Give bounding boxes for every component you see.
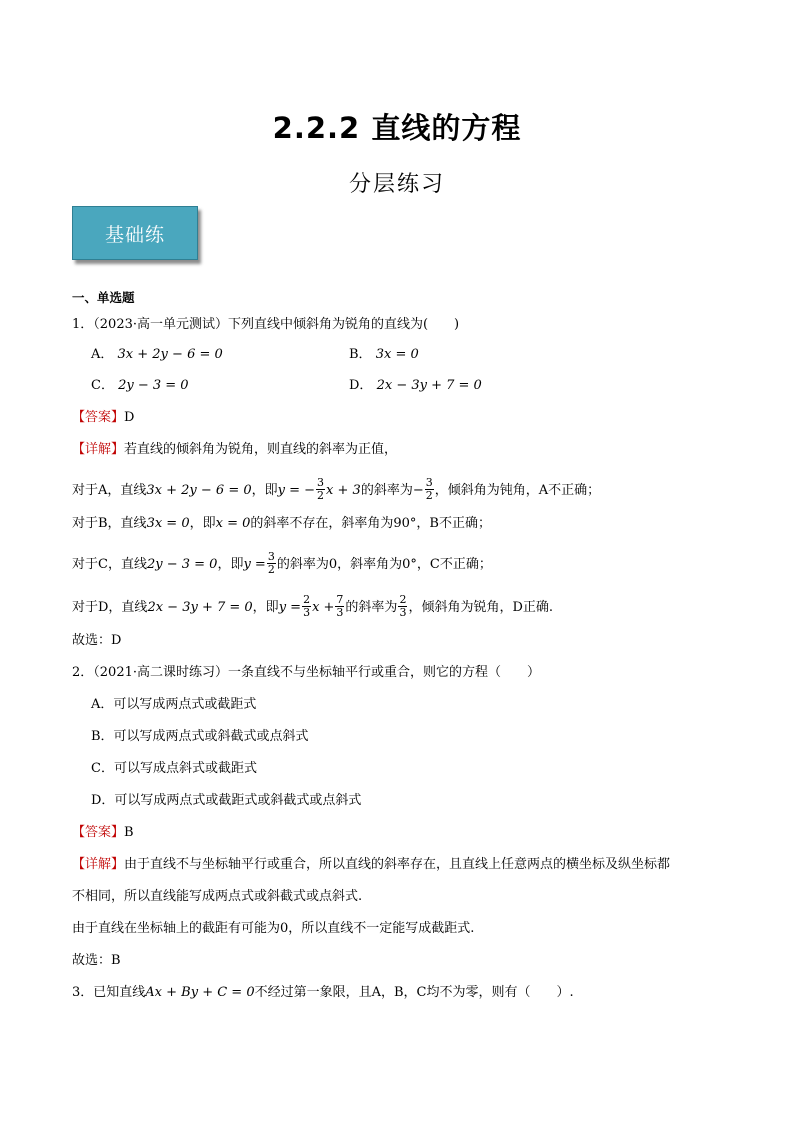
q2-answer: 【答案】B (72, 825, 134, 840)
q2-detail-1: 【详解】由于直线不与坐标轴平行或重合，所以直线的斜率存在，且直线上任意两点的横坐标及纵坐标都 (72, 857, 671, 872)
q1-option-b: B． 3x = 0 (349, 347, 419, 362)
q1-detail-d: 对于D，直线2x − 3y + 7 = 0，即y = $\frac{2}{3}$ x + $\frac{7}{3}$ 的斜率为 $\frac{2}{3}$ ，倾斜角为锐角，D正确. (72, 593, 553, 619)
q2-detail-3: 由于直线在坐标轴上的截距有可能为0，所以直线不一定能写成截距式. (72, 921, 475, 936)
fraction: $\frac{7}{3}$ (336, 593, 344, 619)
q2-option-c: C．可以写成点斜式或截距式 (91, 761, 257, 776)
page-subtitle: 分层练习 (348, 172, 445, 197)
q2-option-d: D．可以写成两点式或截距式或斜截式或点斜式 (91, 793, 362, 808)
q1-option-d: D． 2x − 3y + 7 = 0 (349, 378, 482, 393)
section-heading: 一、单选题 (72, 290, 135, 305)
q1-detail-a: 对于A，直线3x + 2y − 6 = 0，即y = − $\frac{3}{2}$ x + 3的斜率为− $\frac{3}{2}$ ，倾斜角为钝角，A不正确； (72, 476, 601, 502)
q1-answer: 【答案】D (72, 410, 135, 425)
fraction: $\frac{2}{3}$ (399, 593, 407, 619)
page-title: 2.2.2 直线的方程 (272, 111, 522, 145)
q1-detail-c: 对于C，直线2y − 3 = 0，即y = $\frac{3}{2}$ 的斜率为0，斜率角为0°，C不正确； (72, 550, 492, 576)
q1-option-c: C． 2y − 3 = 0 (91, 378, 189, 393)
q1-detail-b: 对于B，直线3x = 0，即x = 0的斜率不存在，斜率角为90°，B不正确； (72, 516, 491, 531)
section-badge: 基础练 (72, 206, 198, 260)
q1-option-a: A． 3x + 2y − 6 = 0 (91, 347, 223, 362)
fraction: $\frac{3}{2}$ (317, 476, 325, 502)
q2-option-a: A．可以写成两点式或截距式 (91, 697, 257, 712)
fraction: $\frac{2}{3}$ (303, 593, 311, 619)
fraction: $\frac{3}{2}$ (267, 550, 275, 576)
q2-conclusion: 故选：B (72, 953, 121, 968)
q2-option-b: B．可以写成两点式或斜截式或点斜式 (91, 729, 309, 744)
q3-stem: 3．已知直线Ax + By + C = 0不经过第一象限，且A，B，C均不为零，则有（ ）. (72, 985, 574, 1000)
fraction: $\frac{3}{2}$ (425, 476, 433, 502)
q1-stem: 1．（2023·高一单元测试）下列直线中倾斜角为锐角的直线为( ) (72, 317, 460, 332)
q2-detail-2: 不相同，所以直线能写成两点式或斜截式或点斜式. (72, 889, 363, 904)
q2-stem: 2．（2021·高二课时练习）一条直线不与坐标轴平行或重合，则它的方程（ ） (72, 665, 540, 680)
q1-detail-intro: 【详解】若直线的倾斜角为锐角，则直线的斜率为正值， (72, 442, 398, 457)
q1-conclusion: 故选：D (72, 633, 122, 648)
